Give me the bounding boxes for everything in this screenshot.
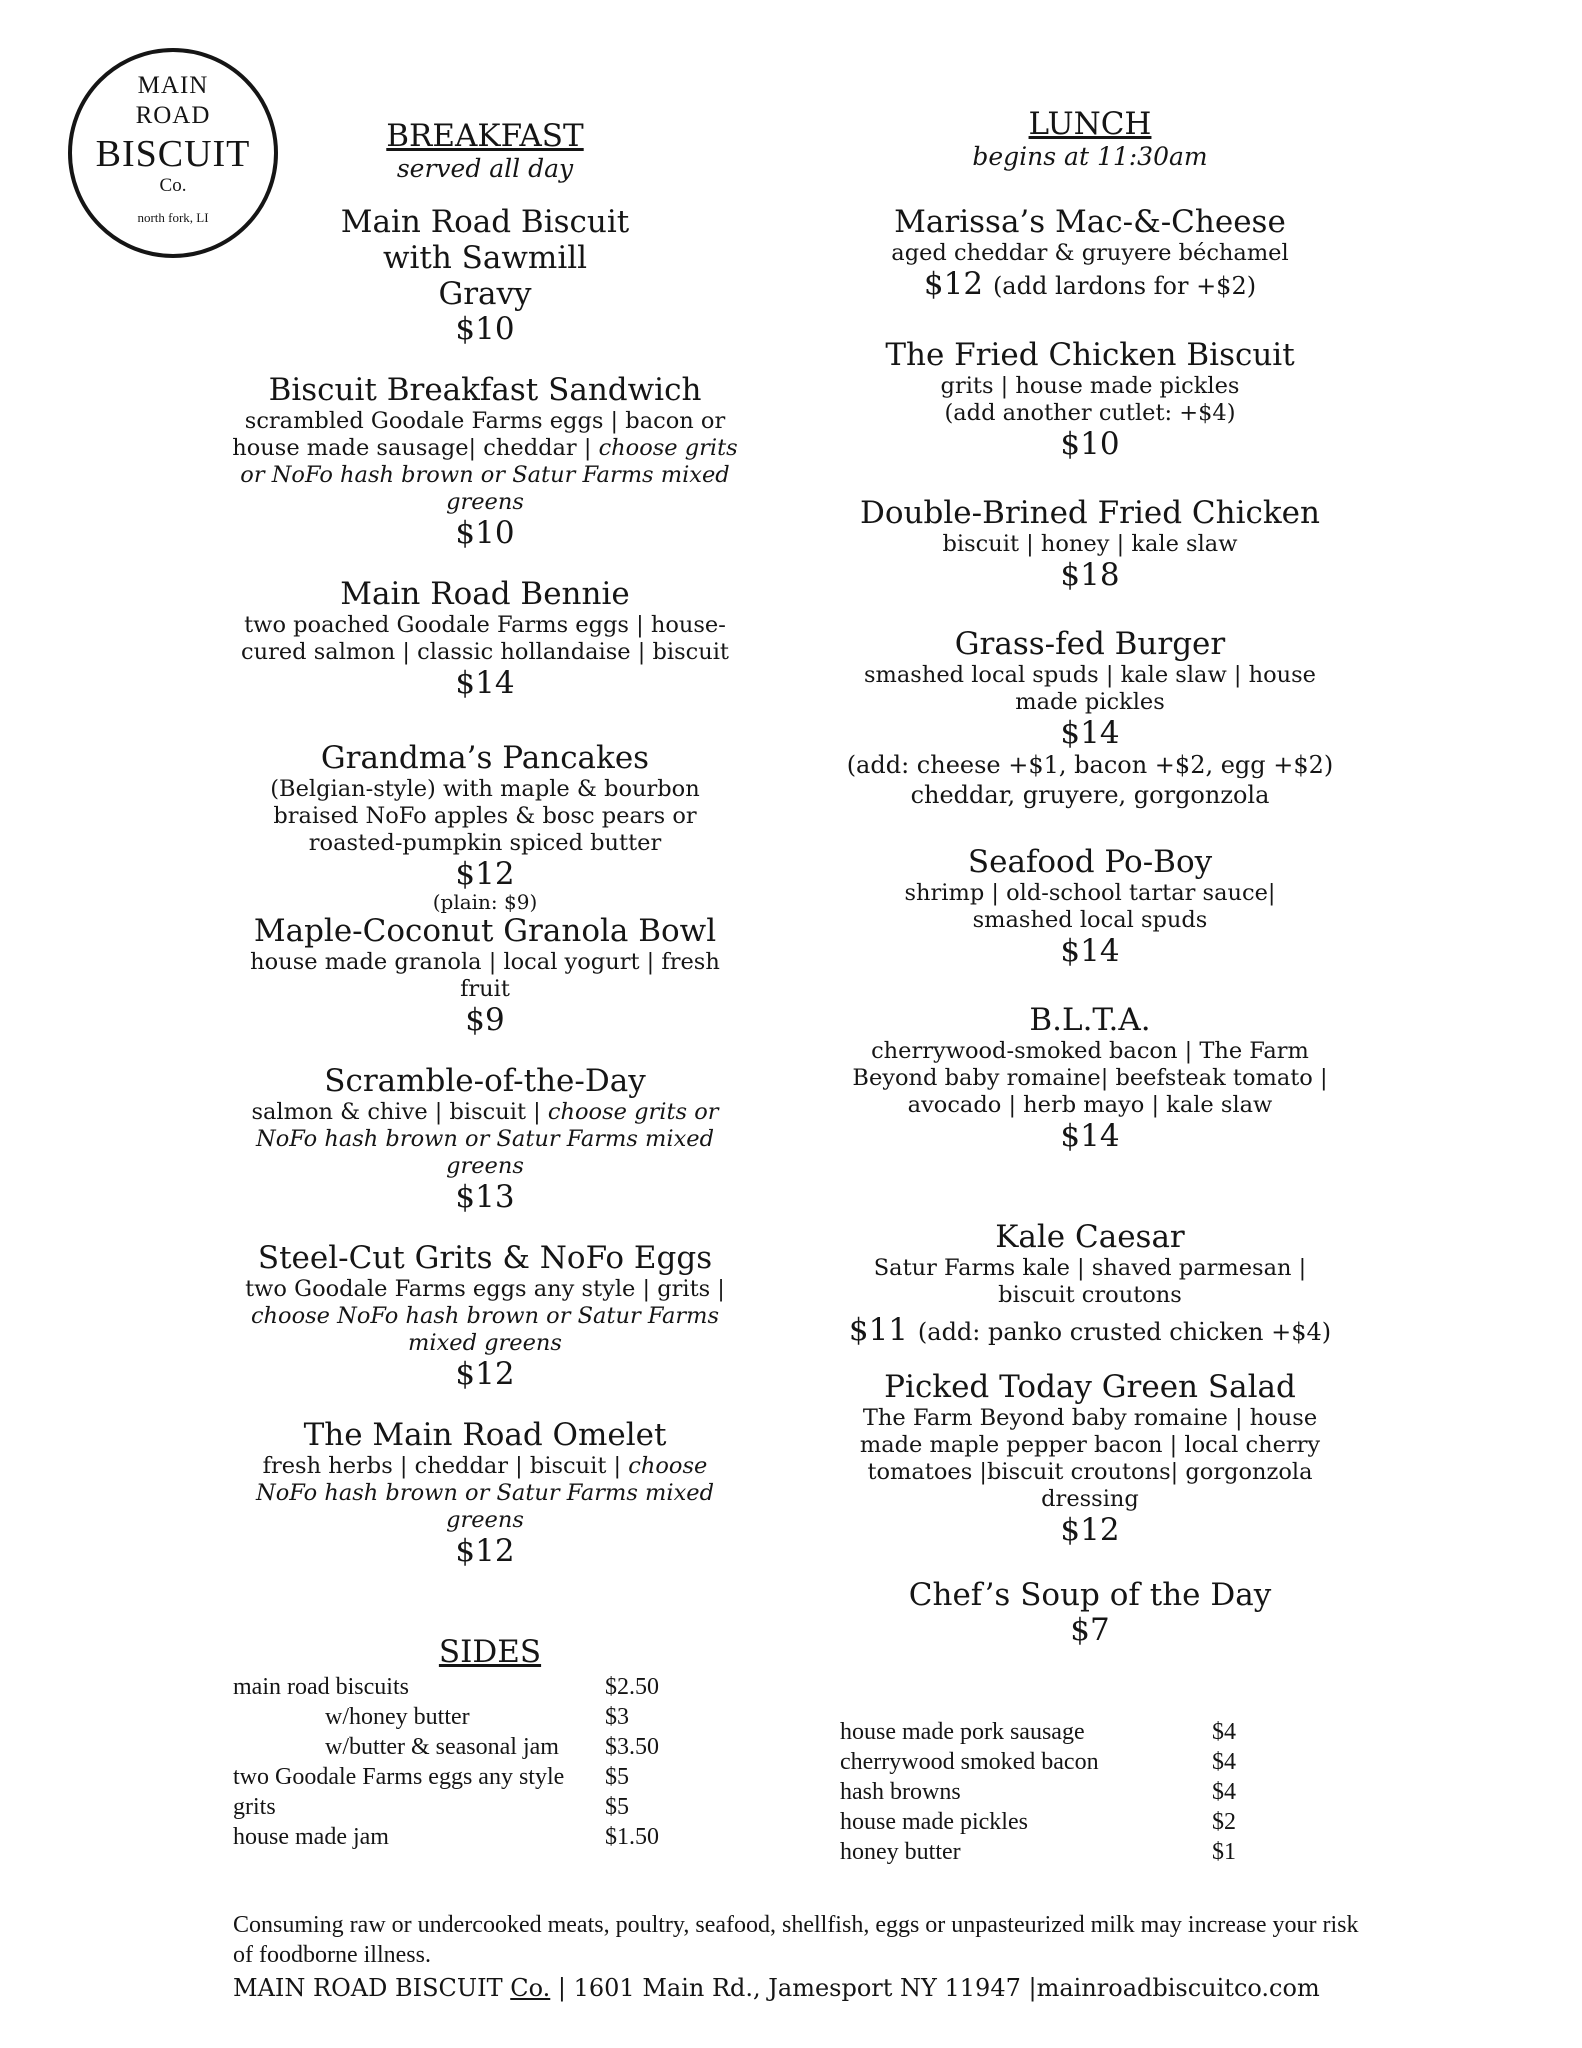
item-price: $14 (455, 665, 515, 701)
footer-company-co: Co. (510, 1974, 551, 2002)
item-price: $14 (1060, 1118, 1120, 1154)
item-price: $10 (455, 311, 515, 347)
item-description (230, 408, 740, 516)
side-name: main road biscuits (233, 1674, 409, 1700)
logo-line-co: Co. (159, 175, 187, 196)
item-desc-text: scrambled Goodale Farms eggs | bacon or house made sausage| cheddar | (232, 408, 726, 461)
side-item (233, 1762, 673, 1792)
item-name: B.L.T.A. (1029, 1002, 1151, 1038)
item-desc-text: fresh herbs | cheddar | biscuit | (262, 1453, 622, 1479)
side-price: $1 (1212, 1839, 1236, 1865)
item-description: (Belgian-style) with maple & bourbon braised NoFo apples & bosc pears or roasted-pumpkin spiced butter (270, 776, 700, 856)
menu-item (230, 913, 740, 1037)
menu-item (230, 372, 740, 550)
logo-line-biscuit: BISCUIT (95, 133, 251, 175)
menu-item (230, 1417, 740, 1568)
item-cheese-options: cheddar, gruyere, gorgonzola (910, 781, 1270, 809)
item-price: $10 (455, 515, 515, 551)
side-price: $4 (1212, 1779, 1236, 1805)
side-price: $4 (1212, 1719, 1236, 1745)
item-desc-italic: choose grits or NoFo hash brown or Satur Farms mixed greens (256, 1099, 719, 1179)
menu-item (830, 337, 1350, 461)
side-price: $5 (605, 1794, 629, 1820)
side-price: $2 (1212, 1809, 1236, 1835)
side-item (840, 1717, 1260, 1747)
side-name: house made pork sausage (840, 1719, 1085, 1745)
menu-item (230, 204, 740, 346)
side-item (233, 1732, 673, 1762)
footer-company: MAIN ROAD BISCUIT (233, 1974, 511, 2002)
menu-item (830, 1219, 1350, 1349)
item-name: Steel-Cut Grits & NoFo Eggs (257, 1240, 713, 1276)
side-item (840, 1807, 1260, 1837)
item-name: Kale Caesar (995, 1219, 1185, 1255)
menu-item (830, 204, 1350, 303)
item-price: $12 (1060, 1512, 1120, 1548)
item-name: Chef’s Soup of the Day (908, 1577, 1272, 1613)
item-price: $12 (923, 266, 984, 302)
item-description: Satur Farms kale | shaved parmesan | biscuit croutons (873, 1255, 1307, 1308)
item-description (230, 1099, 740, 1180)
side-name: w/honey butter (325, 1704, 470, 1730)
side-name: w/butter & seasonal jam (325, 1734, 559, 1760)
item-price: $9 (465, 1002, 505, 1038)
item-description (230, 1453, 740, 1534)
item-price-line (830, 267, 1350, 303)
item-name: Seafood Po-Boy (967, 844, 1213, 880)
menu-item (830, 844, 1350, 968)
item-price: $12 (455, 856, 515, 892)
logo-line-location: north fork, LI (137, 210, 209, 225)
item-name: The Fried Chicken Biscuit (885, 337, 1295, 373)
side-price: $2.50 (605, 1674, 659, 1700)
item-name: Maple-Coconut Granola Bowl (253, 913, 717, 949)
side-name: house made jam (233, 1824, 389, 1850)
item-name: Double-Brined Fried Chicken (860, 495, 1320, 531)
item-price-line (830, 1313, 1350, 1349)
side-name: grits (233, 1794, 276, 1820)
menu-item (830, 1369, 1350, 1547)
side-name: hash browns (840, 1779, 961, 1805)
footer-address: | 1601 Main Rd., Jamesport NY 11947 |mainroadbiscuitco.com (550, 1974, 1320, 2002)
item-price: $14 (1060, 715, 1120, 751)
lunch-section (830, 106, 1350, 1673)
item-name: Marissa’s Mac-&-Cheese (894, 204, 1286, 240)
breakfast-heading: BREAKFAST (386, 118, 584, 154)
item-price-note: (add: panko crusted chicken +$4) (917, 1318, 1332, 1346)
side-item (840, 1747, 1260, 1777)
item-desc-italic: choose grits or NoFo hash brown or Satur Farms mixed greens (240, 435, 738, 515)
side-name: two Goodale Farms eggs any style (233, 1764, 565, 1790)
item-description: aged cheddar & gruyere béchamel (891, 240, 1289, 266)
menu-item (830, 1577, 1350, 1647)
item-name: Picked Today Green Salad (884, 1369, 1296, 1405)
item-desc-text: salmon & chive | biscuit | (251, 1099, 541, 1125)
item-price: $11 (848, 1312, 909, 1348)
item-description (230, 1276, 740, 1357)
item-name: Scramble-of-the-Day (324, 1063, 646, 1099)
side-price: $3.50 (605, 1734, 659, 1760)
item-price-note: (add lardons for +$2) (992, 272, 1257, 300)
item-price: $13 (455, 1179, 515, 1215)
side-price: $4 (1212, 1749, 1236, 1775)
menu-item (230, 1240, 740, 1391)
side-item (233, 1672, 673, 1702)
side-price: $1.50 (605, 1824, 659, 1850)
side-name: cherrywood smoked bacon (840, 1749, 1099, 1775)
item-price: $10 (1060, 426, 1120, 462)
side-item (233, 1792, 673, 1822)
item-price: $18 (1060, 557, 1120, 593)
lunch-heading: LUNCH (1028, 106, 1152, 142)
side-price: $5 (605, 1764, 629, 1790)
item-plain-price: (plain: $9) (432, 890, 538, 914)
item-price: $7 (1070, 1612, 1110, 1648)
side-item (840, 1837, 1260, 1867)
item-description: cherrywood-smoked bacon | The Farm Beyond baby romaine| beefsteak tomato | avocado | herb mayo | kale slaw (852, 1038, 1328, 1118)
sides-list-left (233, 1672, 673, 1852)
logo-line-main: MAIN (137, 72, 209, 99)
item-description: house made granola | local yogurt | fresh fruit (250, 949, 720, 1002)
food-safety-disclaimer: Consuming raw or undercooked meats, poultry, seafood, shellfish, eggs or unpasteurized milk may increase your risk of foodborne illness. (233, 1912, 1359, 1968)
item-desc-italic: choose NoFo hash brown or Satur Farms mixed greens (250, 1303, 720, 1356)
menu-item (230, 576, 740, 700)
side-price: $3 (605, 1704, 629, 1730)
footer (233, 1972, 1433, 2004)
menu-item (230, 1063, 740, 1214)
item-price: $12 (455, 1533, 515, 1569)
sides-heading: SIDES (438, 1634, 542, 1670)
item-description: The Farm Beyond baby romaine | house made maple pepper bacon | local cherry tomatoes |biscuit croutons| gorgonzola dressing (859, 1405, 1321, 1512)
item-description: smashed local spuds | kale slaw | house made pickles (864, 662, 1316, 715)
item-desc-italic: choose NoFo hash brown or Satur Farms mixed greens (256, 1453, 714, 1533)
item-addons: (add: cheese +$1, bacon +$2, egg +$2) (846, 751, 1334, 779)
side-name: honey butter (840, 1839, 961, 1865)
lunch-subheading: begins at 11:30am (972, 142, 1208, 171)
item-name: The Main Road Omelet (303, 1417, 667, 1453)
menu-item (230, 740, 740, 913)
item-price: $14 (1060, 933, 1120, 969)
item-description: grits | house made pickles (940, 373, 1240, 399)
item-name: Grass-fed Burger (954, 626, 1226, 662)
item-description: shrimp | old-school tartar sauce| smashed local spuds (904, 880, 1276, 933)
menu-item (830, 1002, 1350, 1153)
item-price: $12 (455, 1356, 515, 1392)
menu-item (830, 626, 1350, 810)
menu-item (830, 495, 1350, 592)
item-name: Grandma’s Pancakes (320, 740, 650, 776)
side-item (840, 1777, 1260, 1807)
item-desc-text: two Goodale Farms eggs any style | grits | (245, 1276, 725, 1302)
logo-line-road: ROAD (135, 102, 211, 129)
item-description: two poached Goodale Farms eggs | house-cured salmon | classic hollandaise | biscuit (241, 612, 729, 665)
sides-list-right (840, 1717, 1260, 1867)
side-name: house made pickles (840, 1809, 1028, 1835)
item-addon: (add another cutlet: +$4) (944, 400, 1236, 426)
item-name: Main Road Bennie (340, 576, 630, 612)
breakfast-section (230, 118, 740, 1594)
breakfast-subheading: served all day (396, 154, 574, 183)
side-item (233, 1702, 673, 1732)
side-item (233, 1822, 673, 1852)
item-description: biscuit | honey | kale slaw (942, 531, 1238, 557)
item-name: Main Road Biscuit with Sawmill Gravy (340, 204, 630, 312)
item-name: Biscuit Breakfast Sandwich (268, 372, 702, 408)
